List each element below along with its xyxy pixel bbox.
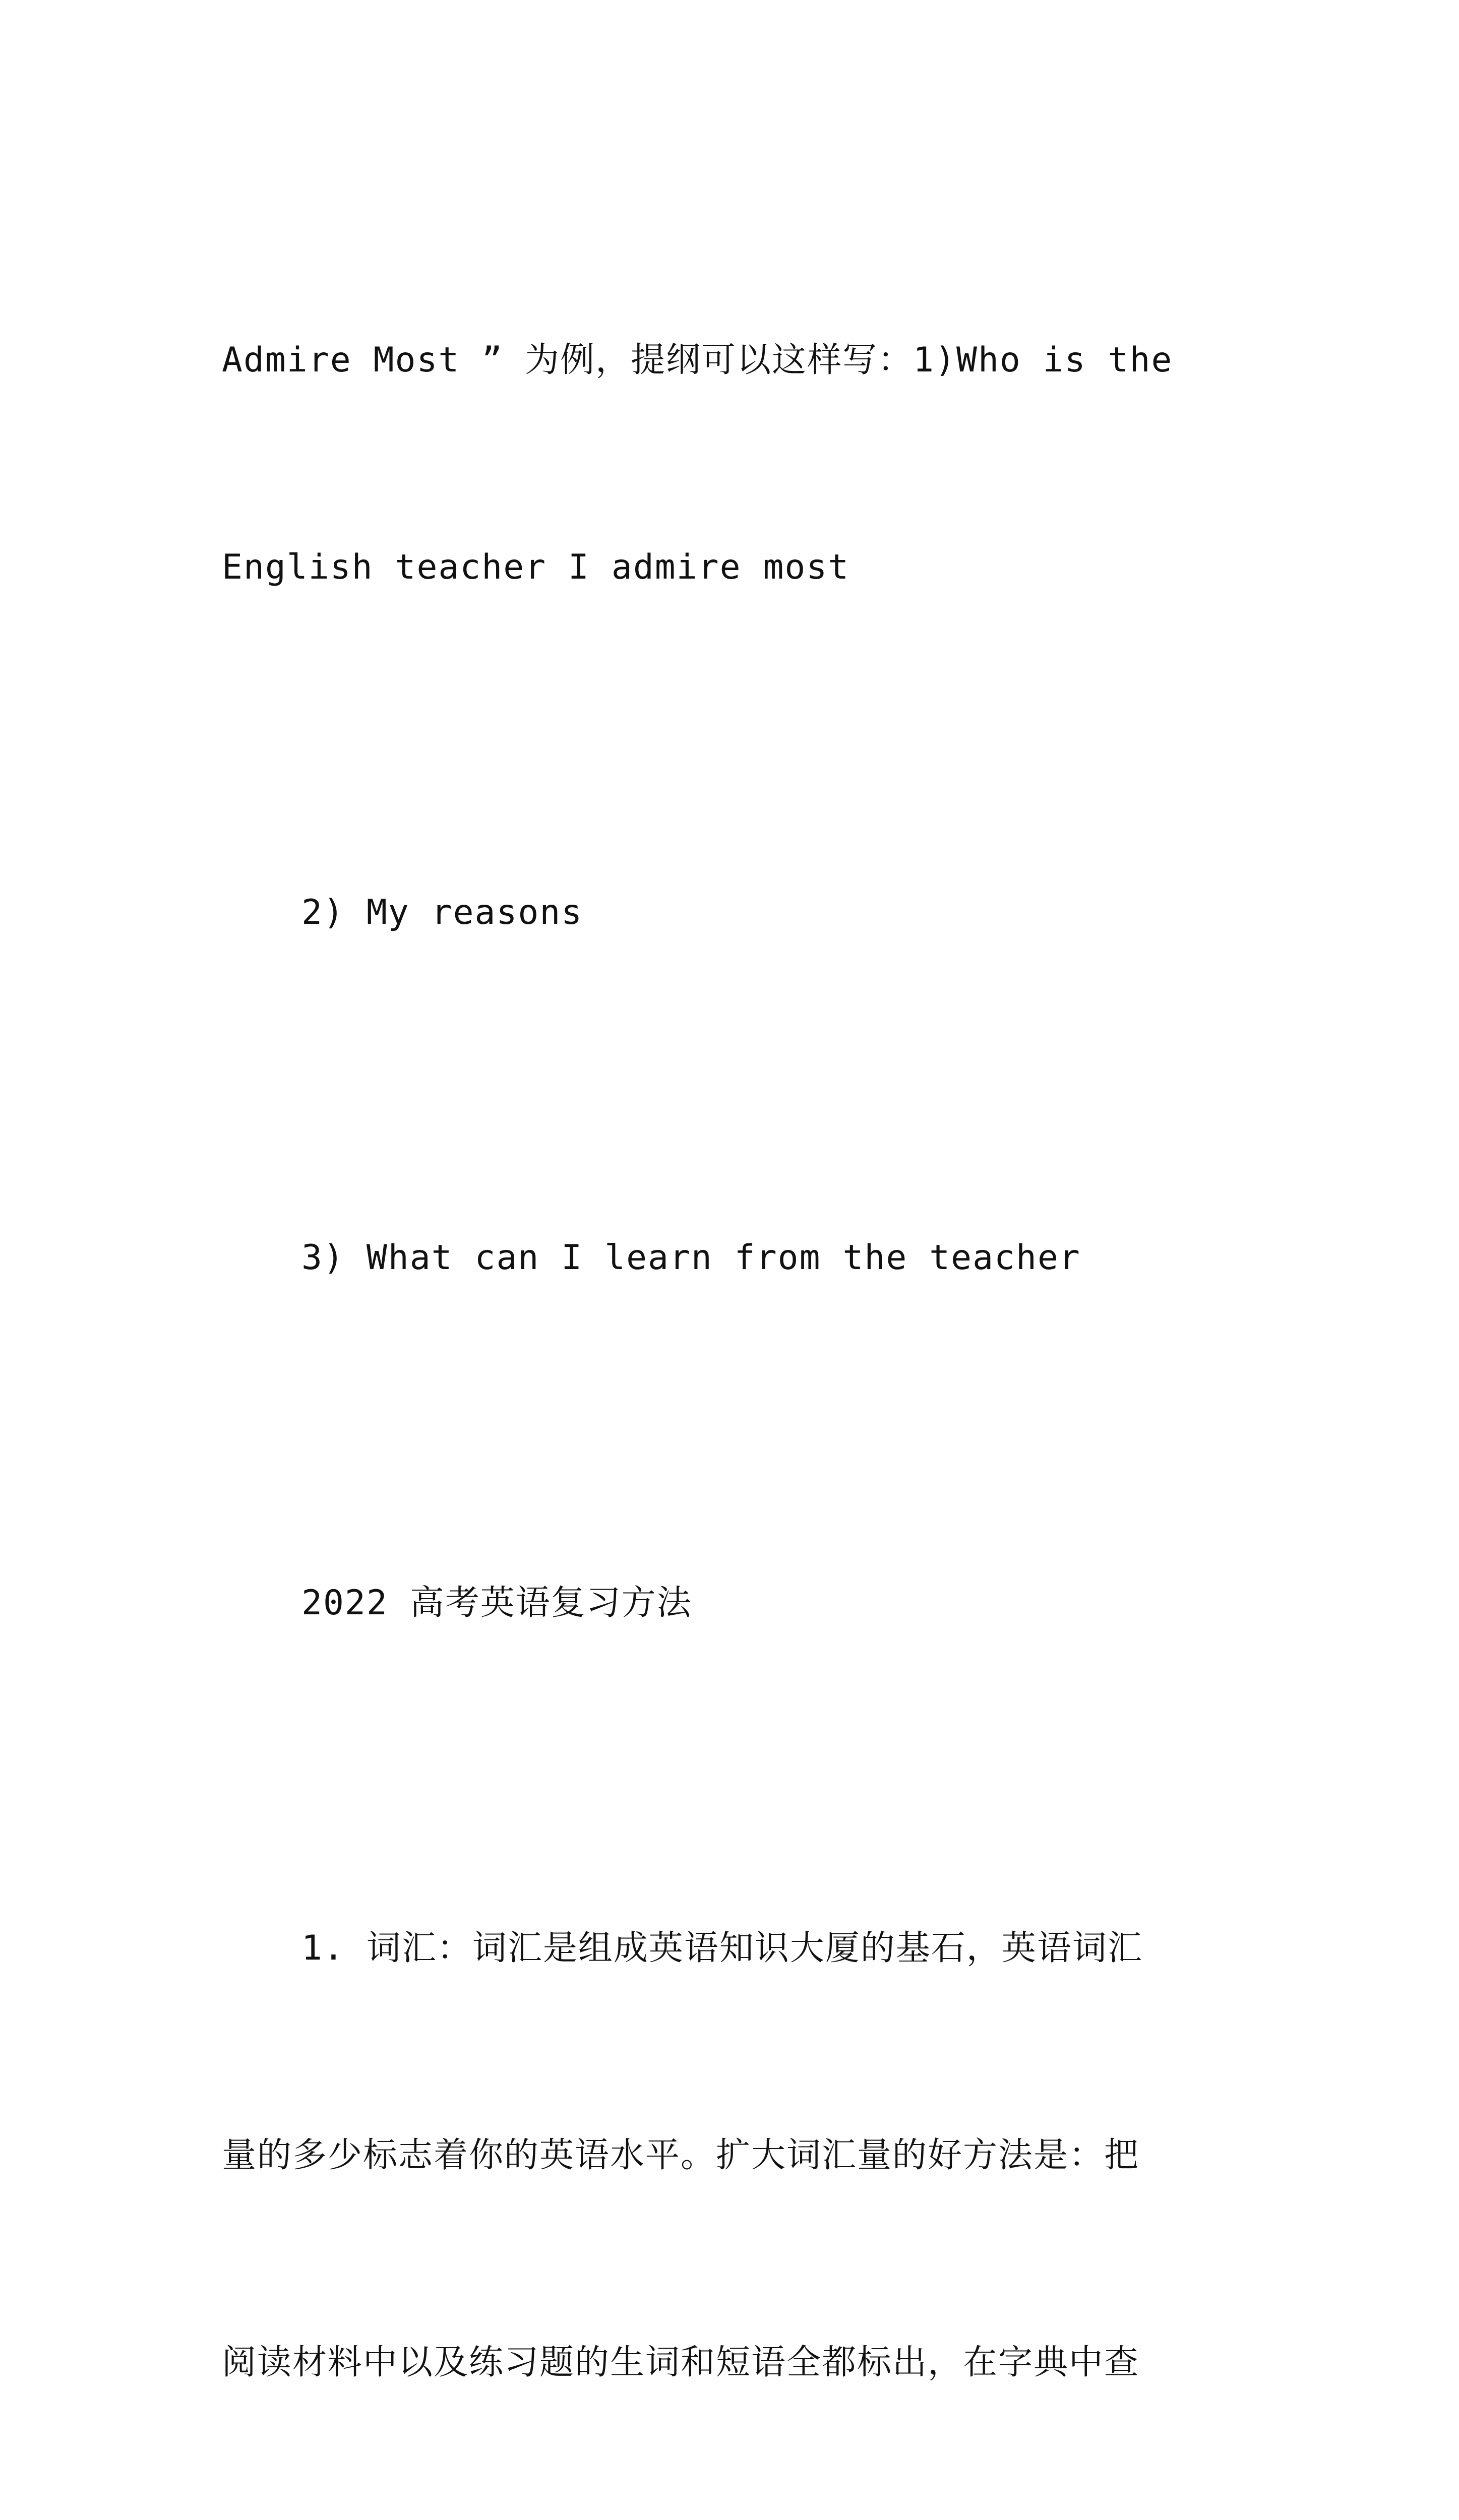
text-line: 3) What can I learn from the teacher	[301, 1238, 1081, 1278]
text-line: English teacher I admire most	[222, 547, 850, 587]
paragraph-outline-item-3	[222, 1085, 1255, 1430]
text-line: 1. 词汇：词汇是组成英语知识大厦的基石，英语词汇	[301, 1928, 1143, 1968]
paragraph-vocabulary	[222, 1776, 1255, 2520]
paragraph-outline-item-2	[222, 740, 1255, 1085]
document-body	[222, 187, 1255, 2520]
text-line: Admire Most ” 为例，提纲可以这样写：1)Who is the	[222, 340, 1173, 380]
text-line: 2) My reasons	[301, 893, 583, 932]
section-heading	[222, 1430, 1255, 1776]
paragraph-outline-intro	[222, 187, 1255, 740]
text-line: 阅读材料中以及练习题的生词和短语全都标出，在字典中查	[222, 2343, 1140, 2382]
heading-line: 2022 高考英语复习方法	[301, 1583, 692, 1623]
text-line: 量的多少标志着你的英语水平。扩大词汇量的好方法是：把	[222, 2135, 1140, 2175]
